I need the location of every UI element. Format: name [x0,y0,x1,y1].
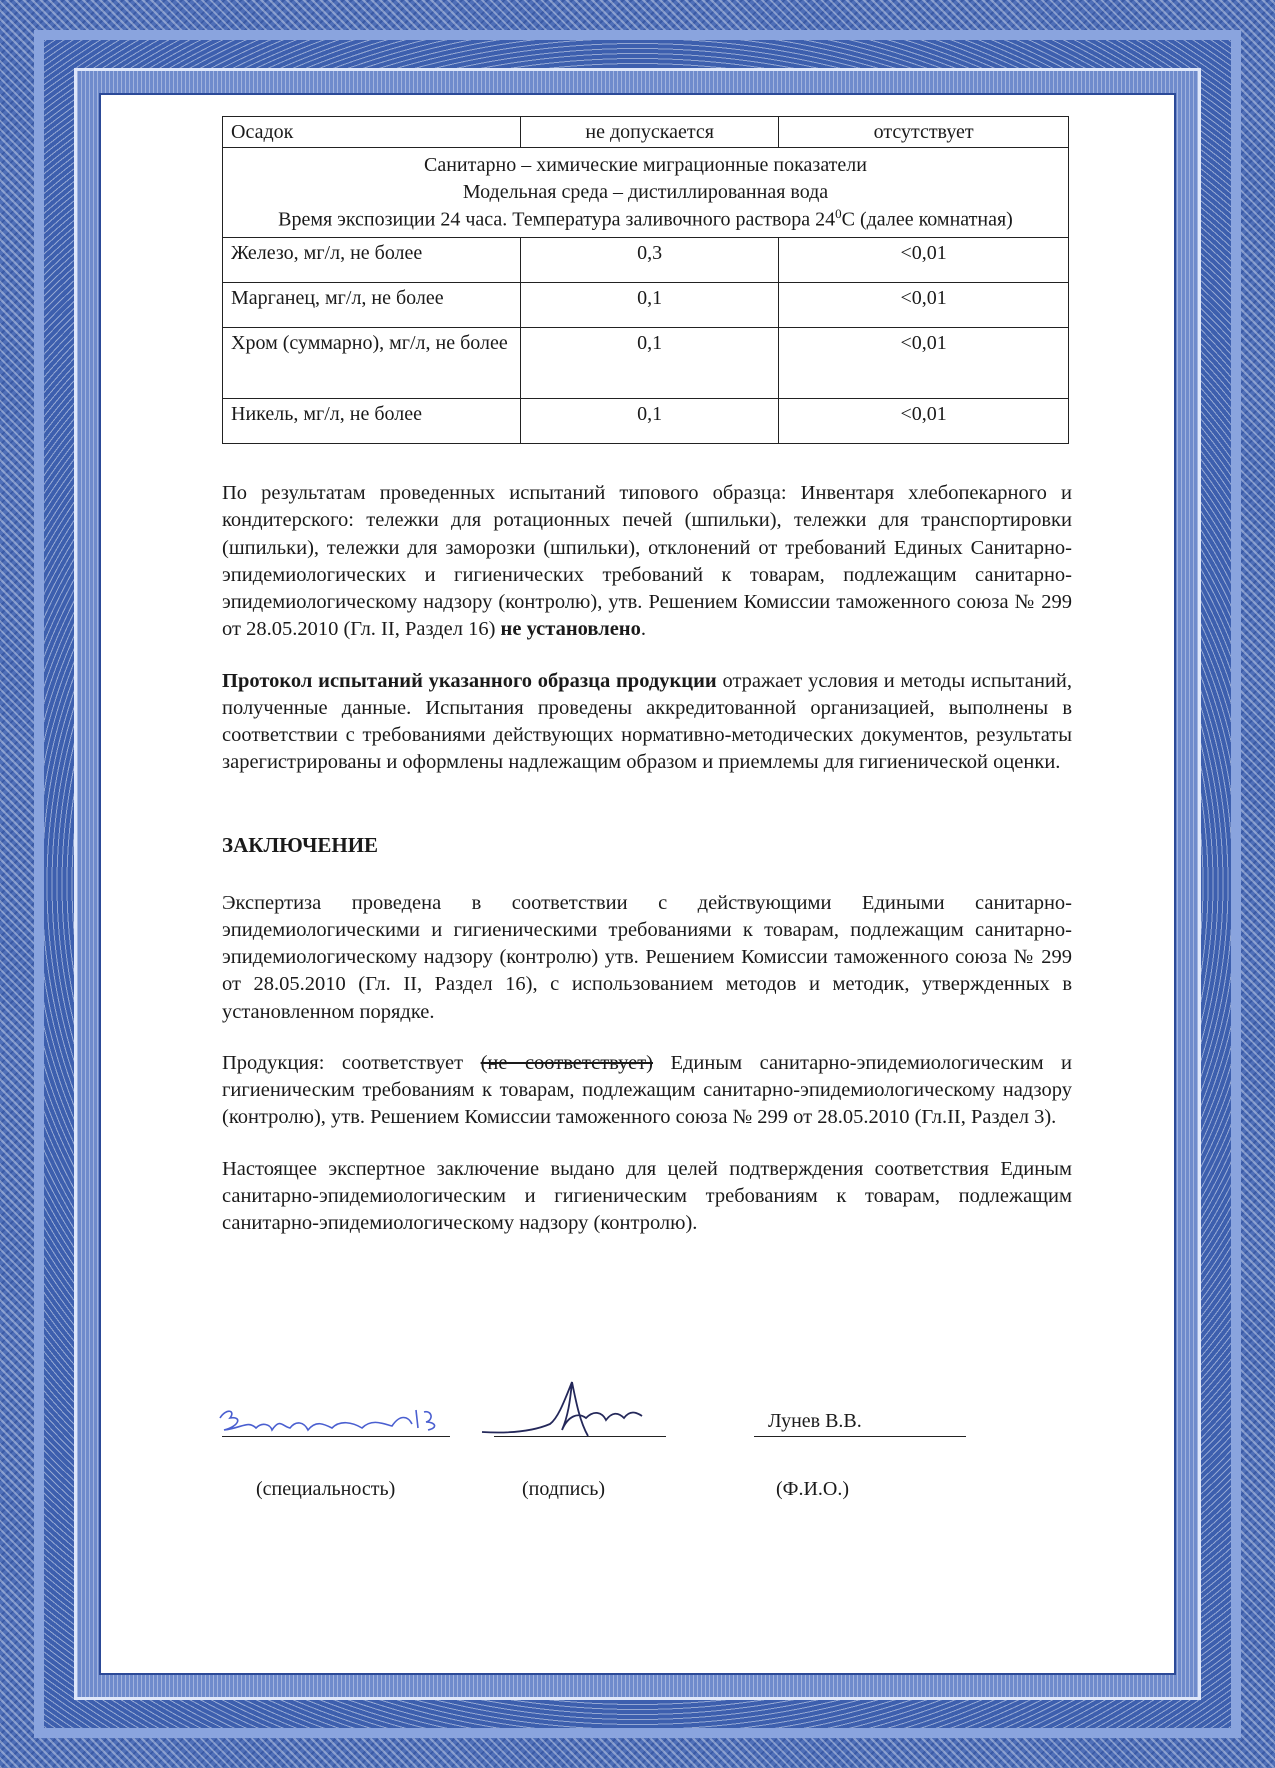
cell-result: <0,01 [779,238,1069,283]
label-specialty: (специальность) [256,1478,396,1500]
table-section-header [223,148,1069,238]
cell-indicator: Никель, мг/л, не более [223,399,521,444]
table-row [223,328,1069,399]
fio-name: Лунев В.В. [768,1410,862,1432]
cell-result: <0,01 [779,328,1069,399]
cell-norm: 0,1 [521,399,779,444]
results-table [222,116,1069,444]
cell-norm: не допускается [521,117,779,148]
signature-block [222,1400,1072,1500]
protocol-paragraph: Протокол испытаний указанного образца продукции отражает условия и методы испытаний, полученные данные. Испытания проведены аккредитованной организацией, выполнены в соответствии с требованиями действующих нормативно-методических документов, результаты зарегистрированы и оформлены надлежащим образом и приемлемы для гигиенической оценки. [222,669,1072,774]
cell-result: <0,01 [779,399,1069,444]
table-row [223,283,1069,328]
section-line-3: Время экспозиции 24 часа. Температура заливочного раствора $24^0С$ (далее комнатная) [278,206,1013,231]
label-signature: (подпись) [522,1478,606,1500]
expertise-paragraph: Экспертиза проведена в соответствии с действующими Едиными санитарно-эпидемиологическими и гигиеническими требованиями к товарам, подлежащим санитарно-эпидемиологическому надзору (контролю) утв. Решением Комиссии таможенного союза № 299 от 28.05.2010 (Гл. II, Раздел 16), с использованием методов и методик, утвержденных в установленном порядке. [222,891,1072,1023]
handwritten-signature [476,1372,696,1452]
test-results-paragraph: По результатам проведенных испытаний типового образца: Инвентаря хлебопекарного и кондитерского: тележки для ротационных печей (шпильки), тележки для транспортировки (шпильки), тележки для заморозки (шпильки), отклонений от требований Единых Санитарно-эпидемиологических и гигиенических требований к товарам, подлежащим санитарно-эпидемиологическому надзору (контролю), утв. Решением Комиссии таможенного союза № 299 от 28.05.2010 (Гл. II, Раздел 16) не установлено. [222,482,1072,641]
table-row [223,399,1069,444]
section-line-2: Модельная среда – дистиллированная вода [462,180,829,203]
cell-indicator: Железо, мг/л, не более [223,238,521,283]
struck-text: (не соответствует) [480,1051,654,1074]
conclusion-heading: ЗАКЛЮЧЕНИЕ [222,832,379,857]
cell-indicator: Хром (суммарно), мг/л, не более [223,328,521,399]
cell-indicator: Осадок [223,117,521,148]
document-body [222,116,1072,1237]
handwritten-specialty [212,1400,462,1440]
cell-result: <0,01 [779,283,1069,328]
cell-norm: 0,3 [521,238,779,283]
cell-result: отсутствует [779,117,1069,148]
table-row-precipitate [223,117,1069,148]
table-row [223,238,1069,283]
label-fio: (Ф.И.О.) [776,1478,850,1500]
issuance-paragraph: Настоящее экспертное заключение выдано для целей подтверждения соответствия Единым санитарно-эпидемиологическим и гигиеническим требованиям к товарам, подлежащим санитарно-эпидемиологическому надзору (контролю). [222,1157,1072,1235]
cell-indicator: Марганец, мг/л, не более [223,283,521,328]
compliance-paragraph: Продукция: соответствует (не соответствует) Единым санитарно-эпидемиологическим и гигиеническим требованиям к товарам, подлежащим санитарно-эпидемиологическому надзору (контролю), утв. Решением Комиссии таможенного союза № 299 от 28.05.2010 (Гл.II, Раздел 3). [222,1051,1072,1129]
section-header-cell [223,148,1069,238]
fio-line [754,1436,966,1437]
cell-norm: 0,1 [521,328,779,399]
cell-norm: 0,1 [521,283,779,328]
section-line-1: Санитарно – химические миграционные показатели [424,154,867,177]
